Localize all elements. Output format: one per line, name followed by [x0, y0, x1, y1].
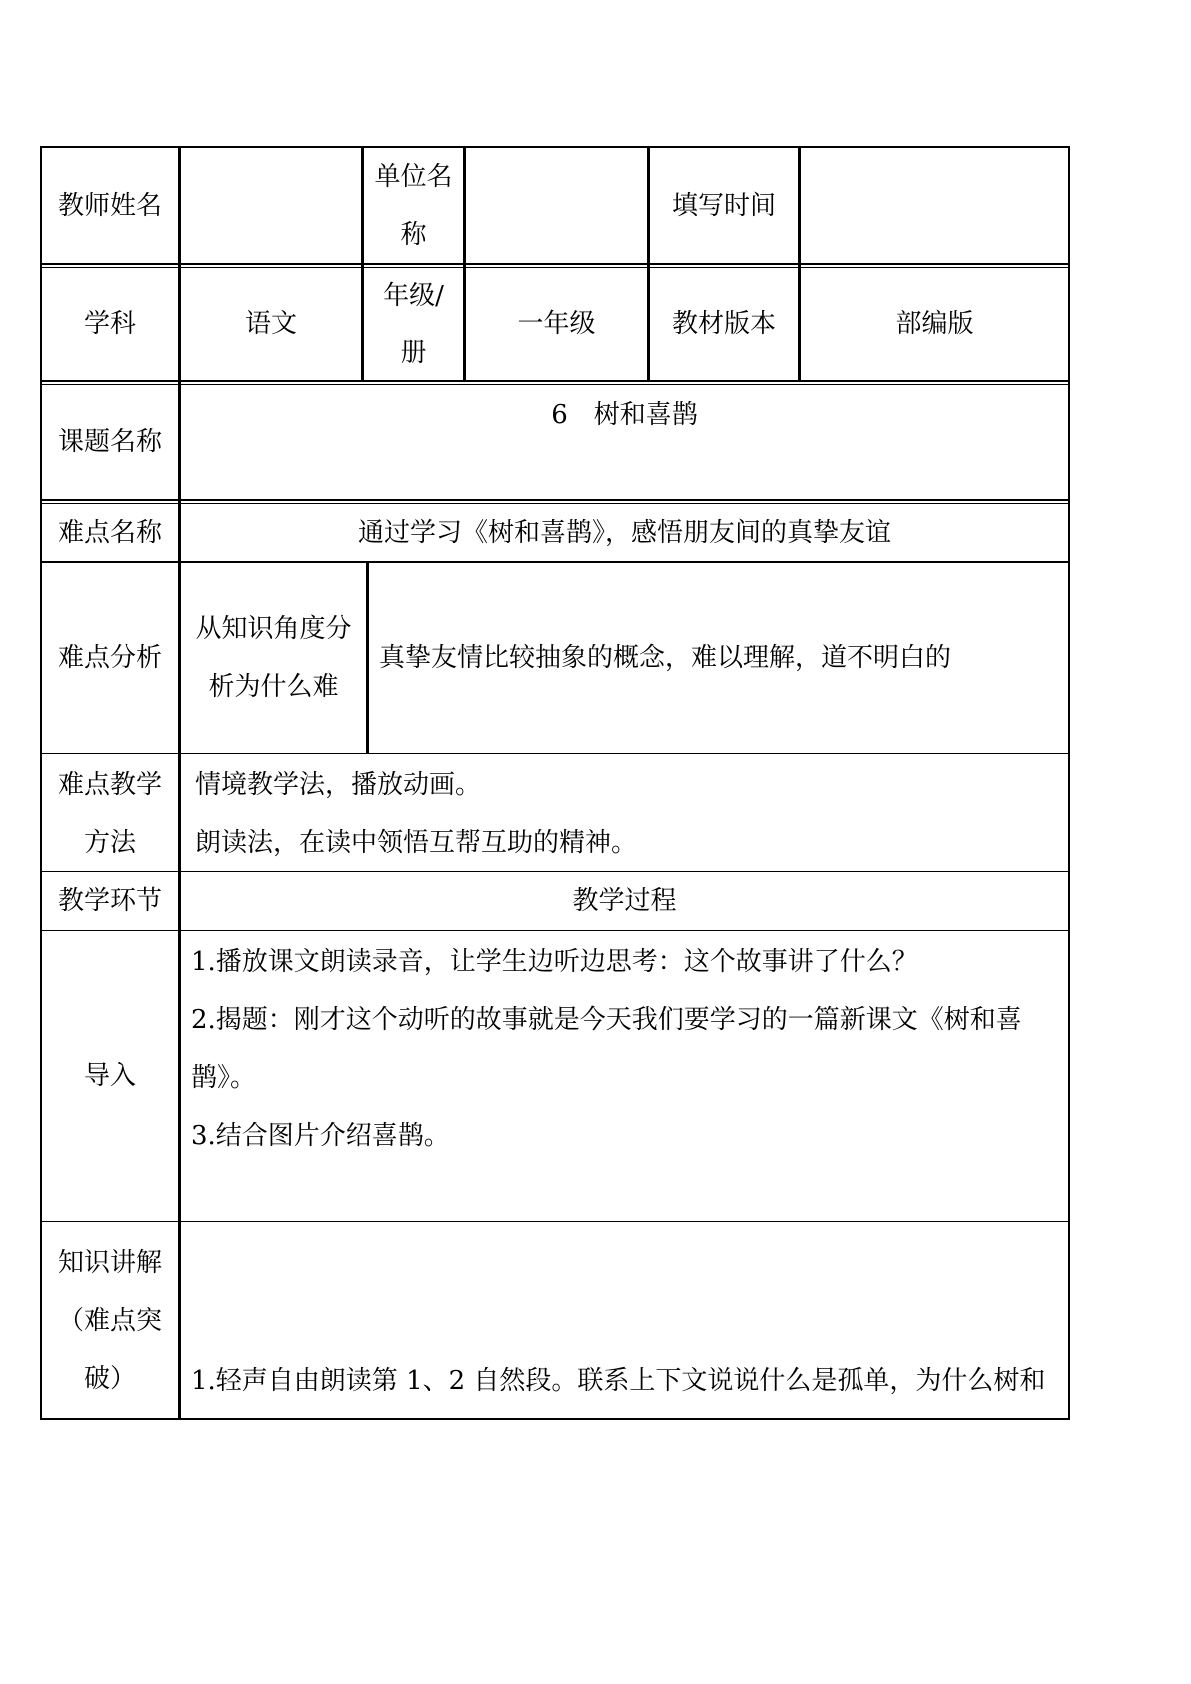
- row-divider: [40, 1221, 1070, 1222]
- intro-label: 导入: [83, 1061, 136, 1091]
- difficulty-analysis-value: 真挚友情比较抽象的概念，难以理解，道不明白的: [379, 643, 952, 673]
- difficulty-analysis-label: 难点分析: [57, 643, 162, 673]
- teacher-name-label: 教师姓名: [57, 191, 162, 221]
- textbook-label: 教材版本: [671, 309, 776, 339]
- lesson-title-value: 6 树和喜鹊: [551, 400, 698, 430]
- knowledge-content: 1.轻声自由朗读第 1、2 自然段。联系上下文说说什么是孤单，为什么树和: [191, 1366, 1046, 1396]
- intro-content: 1.播放课文朗读录音，让学生边听边思考：这个故事讲了什么？ 2.揭题：刚才这个动听的故事就是今天我们要学习的一篇新课文《树和喜 鹊》。 3.结合图片介绍喜鹊。: [191, 947, 1022, 1151]
- row-divider: [40, 380, 1070, 382]
- grade-label: 年级/ 册: [383, 281, 444, 368]
- fill-time-label: 填写时间: [671, 191, 776, 221]
- textbook-value: 部编版: [895, 309, 974, 339]
- row-divider: [40, 930, 1070, 931]
- fill-time-value: [801, 148, 1068, 264]
- lesson-title-label: 课题名称: [57, 427, 162, 457]
- teaching-method-label: 难点教学 方法: [57, 770, 162, 858]
- teacher-name-value: [181, 148, 361, 264]
- difficulty-name-label: 难点名称: [57, 517, 162, 548]
- subject-value: 语文: [244, 309, 297, 339]
- teaching-stage-header: 教学环节: [57, 886, 162, 916]
- grade-value: 一年级: [517, 309, 596, 339]
- unit-name-value: [466, 148, 647, 264]
- difficulty-analysis-sub: 从知识角度分 析为什么难: [195, 614, 352, 702]
- difficulty-name-value: 通过学习《树和喜鹊》，感悟朋友间的真挚友谊: [357, 517, 891, 548]
- teaching-method-value: 情境教学法，播放动画。 朗读法，在读中领悟互帮互助的精神。: [195, 770, 638, 858]
- knowledge-label: 知识讲解 （难点突 破）: [57, 1248, 162, 1394]
- subject-label: 学科: [83, 309, 136, 339]
- unit-name-label: 单位名 称: [374, 162, 453, 250]
- teaching-process-header: 教学过程: [572, 886, 677, 916]
- row-divider: [40, 753, 1070, 754]
